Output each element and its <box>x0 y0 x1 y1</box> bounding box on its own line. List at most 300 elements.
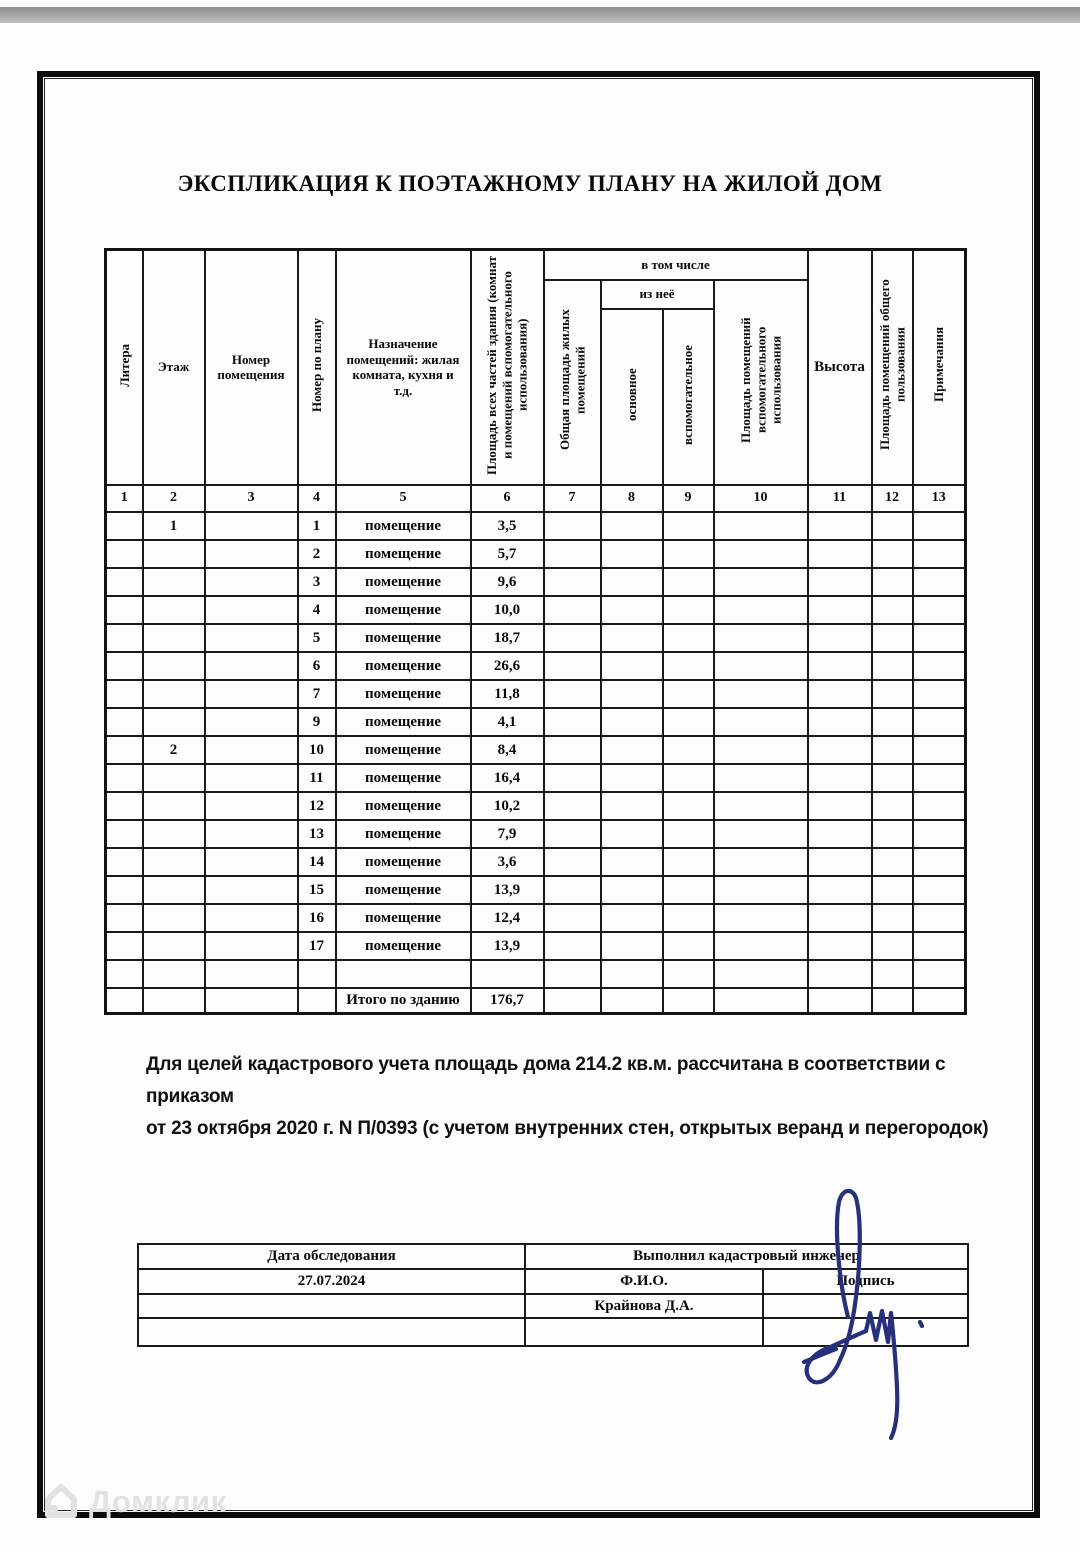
cell-empty <box>601 652 663 680</box>
handwritten-signature-ink <box>792 1182 927 1444</box>
cell-area <box>471 960 544 988</box>
cell-litera <box>106 624 143 652</box>
cell-litera <box>106 680 143 708</box>
cell-plan-number: 15 <box>298 876 336 904</box>
column-number: 9 <box>663 485 714 512</box>
cell-empty <box>913 512 966 540</box>
cell-empty <box>872 540 913 568</box>
cell-empty <box>872 652 913 680</box>
cell-empty <box>714 596 808 624</box>
cell-purpose: помещение <box>336 736 471 764</box>
cell-area: 10,2 <box>471 792 544 820</box>
header-aux-area: Площадь помещений вспомогательного использования <box>714 280 808 485</box>
cell-purpose: помещение <box>336 680 471 708</box>
survey-date-label: Дата обследования <box>138 1244 525 1269</box>
cell-purpose: помещение <box>336 624 471 652</box>
cell-empty <box>913 652 966 680</box>
cell-empty <box>663 960 714 988</box>
cell-area: 18,7 <box>471 624 544 652</box>
house-icon <box>42 1482 80 1522</box>
cell-empty <box>808 820 872 848</box>
cell-empty <box>544 708 601 736</box>
cell-empty <box>913 680 966 708</box>
cell-empty <box>601 960 663 988</box>
cell-empty <box>872 820 913 848</box>
cell-plan-number: 14 <box>298 848 336 876</box>
cell-empty <box>714 512 808 540</box>
cell-empty <box>808 568 872 596</box>
cell-purpose: помещение <box>336 652 471 680</box>
cell-empty <box>601 512 663 540</box>
cell-empty <box>544 988 601 1014</box>
cell-empty <box>714 540 808 568</box>
cell-litera <box>106 820 143 848</box>
cell-purpose: помещение <box>336 932 471 960</box>
cell-area: 13,9 <box>471 876 544 904</box>
cell-empty <box>601 736 663 764</box>
cell-room-number <box>205 792 298 820</box>
cell-empty <box>663 876 714 904</box>
total-value: 176,7 <box>471 988 544 1014</box>
cell-empty <box>138 1294 525 1318</box>
cell-empty <box>663 540 714 568</box>
page-title: ЭКСПЛИКАЦИЯ К ПОЭТАЖНОМУ ПЛАНУ НА ЖИЛОЙ ДОМ <box>177 171 883 196</box>
cell-empty <box>808 764 872 792</box>
cell-plan-number <box>298 988 336 1014</box>
cell-empty <box>544 540 601 568</box>
cell-floor <box>143 764 205 792</box>
cell-empty <box>808 624 872 652</box>
cell-empty <box>872 904 913 932</box>
cell-empty <box>808 960 872 988</box>
cell-area: 8,4 <box>471 736 544 764</box>
cell-empty <box>913 876 966 904</box>
cell-empty <box>913 708 966 736</box>
cell-floor: 2 <box>143 736 205 764</box>
cell-room-number <box>205 568 298 596</box>
cell-area: 3,6 <box>471 848 544 876</box>
cell-purpose: помещение <box>336 820 471 848</box>
header-purpose: Назначение помещений: жилая комната, кухня и т.д. <box>336 250 471 485</box>
cell-litera <box>106 792 143 820</box>
cell-room-number <box>205 624 298 652</box>
cell-empty <box>808 736 872 764</box>
cell-plan-number: 7 <box>298 680 336 708</box>
header-notes: Примечания <box>913 250 966 485</box>
cell-empty <box>663 652 714 680</box>
table-row <box>106 848 966 876</box>
cell-empty <box>913 568 966 596</box>
cell-empty <box>808 848 872 876</box>
cell-plan-number: 4 <box>298 596 336 624</box>
cell-room-number <box>205 596 298 624</box>
cell-empty <box>601 848 663 876</box>
column-number: 11 <box>808 485 872 512</box>
cell-empty <box>714 708 808 736</box>
cell-floor <box>143 960 205 988</box>
cell-area: 10,0 <box>471 596 544 624</box>
cell-litera <box>106 512 143 540</box>
cell-room-number <box>205 512 298 540</box>
table-row <box>106 512 966 540</box>
fio-label: Ф.И.О. <box>525 1269 763 1294</box>
cell-empty <box>808 652 872 680</box>
header-including: в том числе <box>544 250 808 280</box>
cell-empty <box>872 848 913 876</box>
table-row <box>106 792 966 820</box>
cell-empty <box>913 792 966 820</box>
cell-empty <box>663 568 714 596</box>
cell-empty <box>714 932 808 960</box>
column-number: 13 <box>913 485 966 512</box>
cell-floor <box>143 988 205 1014</box>
cell-litera <box>106 904 143 932</box>
cell-empty <box>913 736 966 764</box>
cell-empty <box>601 680 663 708</box>
scan-top-strip <box>0 7 1080 23</box>
cell-empty <box>663 764 714 792</box>
cell-empty <box>872 764 913 792</box>
cell-plan-number: 5 <box>298 624 336 652</box>
column-number: 8 <box>601 485 663 512</box>
cell-floor <box>143 624 205 652</box>
explication-table <box>104 248 967 1015</box>
cell-empty <box>601 764 663 792</box>
cell-room-number <box>205 652 298 680</box>
header-floor: Этаж <box>143 250 205 485</box>
signature-label: Подпись <box>763 1269 968 1294</box>
cell-empty <box>663 988 714 1014</box>
cell-empty <box>663 680 714 708</box>
cell-area: 9,6 <box>471 568 544 596</box>
cell-area: 7,9 <box>471 820 544 848</box>
column-number: 2 <box>143 485 205 512</box>
cell-empty <box>872 680 913 708</box>
cell-empty <box>714 876 808 904</box>
table-row <box>106 904 966 932</box>
cell-empty <box>601 568 663 596</box>
cell-plan-number: 1 <box>298 512 336 540</box>
table-row <box>106 764 966 792</box>
header-main: основное <box>601 309 663 485</box>
table-row <box>106 932 966 960</box>
cell-purpose: помещение <box>336 876 471 904</box>
cell-empty <box>714 820 808 848</box>
cell-empty <box>544 932 601 960</box>
cell-empty <box>544 848 601 876</box>
header-auxiliary: вспомогательное <box>663 309 714 485</box>
cell-litera <box>106 848 143 876</box>
cell-empty <box>714 904 808 932</box>
cell-empty <box>714 736 808 764</box>
cell-area: 11,8 <box>471 680 544 708</box>
cadastral-note <box>146 1049 1000 1145</box>
cell-room-number <box>205 764 298 792</box>
column-number: 7 <box>544 485 601 512</box>
cell-empty <box>544 876 601 904</box>
cell-empty <box>714 764 808 792</box>
table-row <box>106 960 966 988</box>
table-row <box>106 568 966 596</box>
cell-floor <box>143 596 205 624</box>
cell-litera <box>106 568 143 596</box>
cell-empty <box>663 708 714 736</box>
cell-plan-number: 3 <box>298 568 336 596</box>
cell-empty <box>872 512 913 540</box>
cell-empty <box>663 596 714 624</box>
header-litera: Литера <box>106 250 143 485</box>
cell-empty <box>808 932 872 960</box>
cell-litera <box>106 652 143 680</box>
cell-empty <box>601 624 663 652</box>
cell-empty <box>544 960 601 988</box>
cell-floor: 1 <box>143 512 205 540</box>
cell-empty <box>808 988 872 1014</box>
cell-room-number <box>205 848 298 876</box>
cell-empty <box>913 764 966 792</box>
cell-plan-number: 16 <box>298 904 336 932</box>
cell-empty <box>913 624 966 652</box>
cell-plan-number <box>298 960 336 988</box>
table-row <box>106 540 966 568</box>
header-of-it: из неё <box>601 280 714 309</box>
cell-empty <box>544 904 601 932</box>
cell-floor <box>143 680 205 708</box>
cell-empty <box>544 596 601 624</box>
cadastral-note-line1: Для целей кадастрового учета площадь дома 214.2 кв.м. рассчитана в соответствии с приказом <box>146 1054 946 1107</box>
cell-empty <box>544 568 601 596</box>
cell-empty <box>544 764 601 792</box>
cell-floor <box>143 652 205 680</box>
cell-plan-number: 9 <box>298 708 336 736</box>
cell-empty <box>872 988 913 1014</box>
cell-purpose: помещение <box>336 596 471 624</box>
cell-empty <box>913 820 966 848</box>
cell-empty <box>808 596 872 624</box>
cell-plan-number: 10 <box>298 736 336 764</box>
cell-empty <box>808 680 872 708</box>
cell-purpose: помещение <box>336 512 471 540</box>
column-number: 6 <box>471 485 544 512</box>
column-number: 5 <box>336 485 471 512</box>
cell-purpose: помещение <box>336 904 471 932</box>
table-row <box>106 876 966 904</box>
cell-room-number <box>205 960 298 988</box>
cell-empty <box>714 960 808 988</box>
cell-litera <box>106 540 143 568</box>
cell-empty <box>601 792 663 820</box>
cell-empty <box>525 1318 763 1346</box>
cell-empty <box>872 736 913 764</box>
fio-value: Крайнова Д.А. <box>525 1294 763 1318</box>
cell-empty <box>663 848 714 876</box>
cell-empty <box>872 596 913 624</box>
watermark-text: Домклик <box>89 1484 227 1519</box>
cell-litera <box>106 596 143 624</box>
cell-litera <box>106 764 143 792</box>
cell-litera <box>106 960 143 988</box>
cell-room-number <box>205 932 298 960</box>
cell-floor <box>143 568 205 596</box>
table-row <box>106 624 966 652</box>
cell-purpose: помещение <box>336 848 471 876</box>
cell-purpose: помещение <box>336 792 471 820</box>
column-number: 12 <box>872 485 913 512</box>
cell-empty <box>544 652 601 680</box>
header-room-number: Номер помещения <box>205 250 298 485</box>
cell-empty <box>808 512 872 540</box>
cell-litera <box>106 932 143 960</box>
cell-purpose <box>336 960 471 988</box>
table-row <box>106 596 966 624</box>
cell-empty <box>714 792 808 820</box>
cell-empty <box>544 624 601 652</box>
cell-floor <box>143 792 205 820</box>
cell-floor <box>143 932 205 960</box>
cell-empty <box>872 876 913 904</box>
cell-area: 5,7 <box>471 540 544 568</box>
column-number: 3 <box>205 485 298 512</box>
cell-empty <box>808 904 872 932</box>
cell-empty <box>872 960 913 988</box>
cell-plan-number: 13 <box>298 820 336 848</box>
cell-empty <box>544 680 601 708</box>
cell-empty <box>601 988 663 1014</box>
cell-plan-number: 17 <box>298 932 336 960</box>
cell-empty <box>714 848 808 876</box>
cell-litera <box>106 876 143 904</box>
cell-empty <box>872 792 913 820</box>
signature-stroke <box>804 1191 922 1438</box>
cell-room-number <box>205 708 298 736</box>
cell-room-number <box>205 904 298 932</box>
cell-empty <box>714 568 808 596</box>
survey-date-value: 27.07.2024 <box>138 1269 525 1294</box>
cell-room-number <box>205 820 298 848</box>
cell-empty <box>544 820 601 848</box>
cell-empty <box>872 568 913 596</box>
cell-empty <box>663 512 714 540</box>
cell-empty <box>913 540 966 568</box>
cell-area: 4,1 <box>471 708 544 736</box>
cell-empty <box>808 540 872 568</box>
table-row <box>106 820 966 848</box>
column-numbers-row <box>106 485 966 512</box>
cell-empty <box>913 848 966 876</box>
table-row <box>106 708 966 736</box>
cell-empty <box>913 960 966 988</box>
total-label: Итого по зданию <box>336 988 471 1014</box>
cell-empty <box>601 708 663 736</box>
cell-area: 13,9 <box>471 932 544 960</box>
cell-empty <box>872 624 913 652</box>
header-plan-number: Номер по плану <box>298 250 336 485</box>
cell-empty <box>601 904 663 932</box>
cell-empty <box>601 820 663 848</box>
cell-empty <box>663 820 714 848</box>
cell-area: 16,4 <box>471 764 544 792</box>
engineer-label: Выполнил кадастровый инженер <box>525 1244 968 1269</box>
cell-floor <box>143 540 205 568</box>
cell-room-number <box>205 680 298 708</box>
cell-empty <box>714 624 808 652</box>
table-row <box>106 652 966 680</box>
cell-litera <box>106 708 143 736</box>
cell-floor <box>143 820 205 848</box>
cell-empty <box>872 932 913 960</box>
cell-purpose: помещение <box>336 568 471 596</box>
cell-empty <box>544 512 601 540</box>
cell-empty <box>913 988 966 1014</box>
cell-floor <box>143 708 205 736</box>
cell-floor <box>143 876 205 904</box>
cell-empty <box>808 792 872 820</box>
cell-empty <box>663 904 714 932</box>
column-number: 1 <box>106 485 143 512</box>
table-row <box>106 680 966 708</box>
column-number: 10 <box>714 485 808 512</box>
cell-empty <box>913 904 966 932</box>
cell-plan-number: 6 <box>298 652 336 680</box>
cell-empty <box>663 736 714 764</box>
cell-empty <box>913 932 966 960</box>
cell-floor <box>143 904 205 932</box>
domclick-watermark <box>42 1482 227 1522</box>
cell-empty <box>601 932 663 960</box>
cell-litera <box>106 988 143 1014</box>
cell-room-number <box>205 876 298 904</box>
table-row <box>106 736 966 764</box>
cell-empty <box>138 1318 525 1346</box>
cell-empty <box>601 596 663 624</box>
cell-empty <box>714 652 808 680</box>
cell-empty <box>808 876 872 904</box>
cell-empty <box>808 708 872 736</box>
cell-room-number <box>205 988 298 1014</box>
cadastral-note-line2: от 23 октября 2020 г. N П/0393 (с учетом внутренних стен, открытых веранд и перегородок) <box>146 1118 989 1139</box>
cell-empty <box>663 792 714 820</box>
cell-empty <box>544 792 601 820</box>
cell-empty <box>872 708 913 736</box>
cell-empty <box>663 932 714 960</box>
total-row <box>106 988 966 1014</box>
cell-empty <box>663 624 714 652</box>
cell-plan-number: 2 <box>298 540 336 568</box>
cell-empty <box>601 876 663 904</box>
cell-plan-number: 11 <box>298 764 336 792</box>
column-number: 4 <box>298 485 336 512</box>
cell-litera <box>106 736 143 764</box>
cell-floor <box>143 848 205 876</box>
cell-plan-number: 12 <box>298 792 336 820</box>
cell-room-number <box>205 736 298 764</box>
cell-area: 26,6 <box>471 652 544 680</box>
cell-empty <box>601 540 663 568</box>
cell-room-number <box>205 540 298 568</box>
cell-empty <box>714 988 808 1014</box>
cell-empty <box>544 736 601 764</box>
cell-area: 3,5 <box>471 512 544 540</box>
cell-area: 12,4 <box>471 904 544 932</box>
header-total-area: Площадь всех частей здания (комнат и помещений вспомогательного использования) <box>471 250 544 485</box>
header-common-area: Площадь помещений общего пользования <box>872 250 913 485</box>
cell-purpose: помещение <box>336 540 471 568</box>
cell-purpose: помещение <box>336 764 471 792</box>
header-living-area: Общая площадь жилых помещений <box>544 280 601 485</box>
cell-empty <box>913 596 966 624</box>
cell-purpose: помещение <box>336 708 471 736</box>
header-height: Высота <box>808 250 872 485</box>
